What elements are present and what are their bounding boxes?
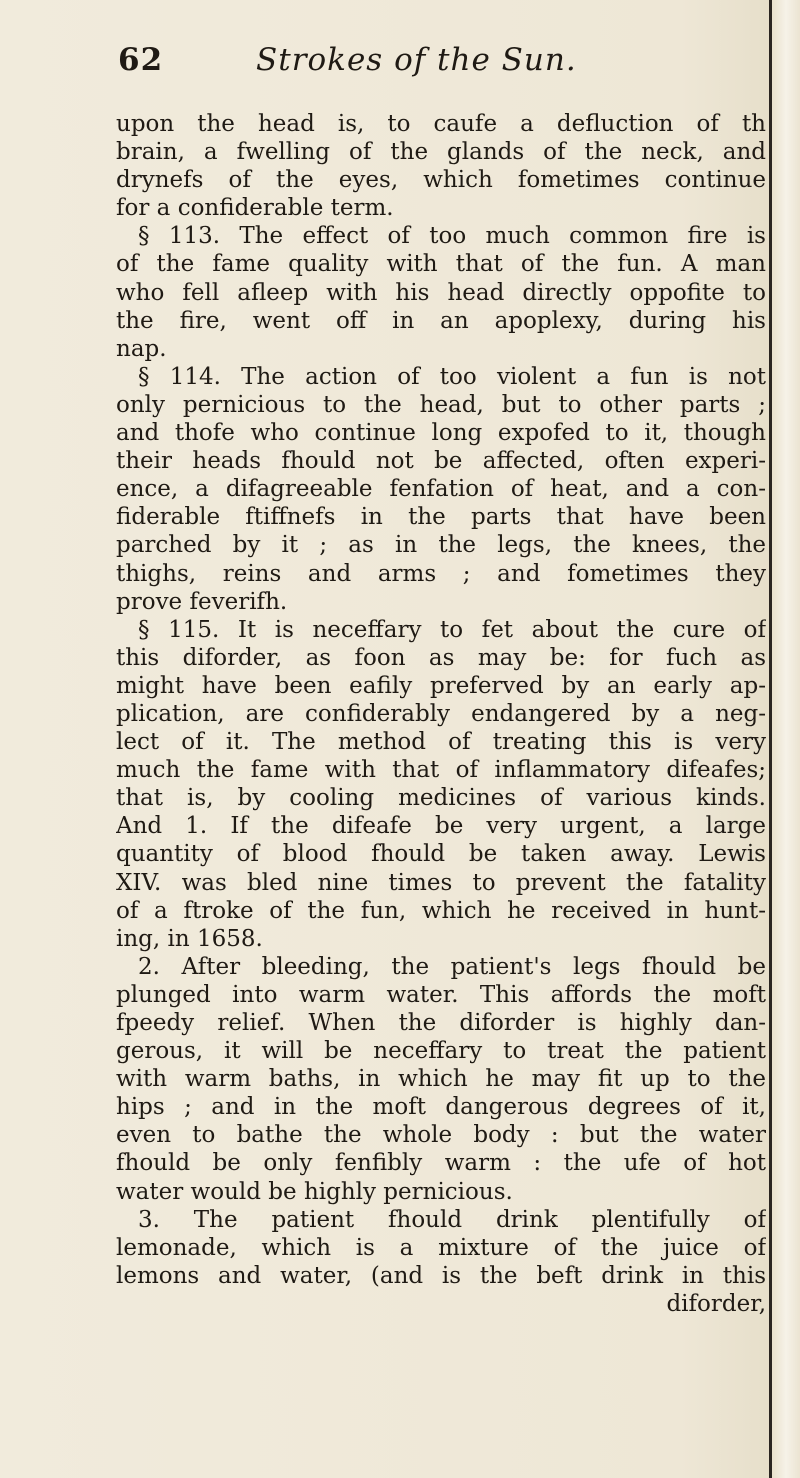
text-line: of a ftroke of the fun, which he received in hunt- [116, 897, 766, 924]
text-line: And 1. If the difeafe be very urgent, a large [116, 813, 766, 840]
text-line: 3. The patient fhould drink plentifully of [138, 1206, 766, 1233]
text-line: § 113. The effect of too much common fire is [138, 223, 766, 250]
text-line: lemons and water, (and is the beft drink in this [116, 1262, 766, 1289]
text-line: and thofe who continue long expofed to it, though [116, 420, 766, 447]
text-line: lect of it. The method of treating this is very [116, 729, 766, 756]
text-line: much the fame with that of inflammatory difeafes; [116, 757, 766, 784]
page-number: 62 [118, 42, 164, 78]
text-line: ing, in 1658. [116, 925, 263, 952]
text-line: even to bathe the whole body : but the water [116, 1122, 766, 1149]
text-line: water would be highly pernicious. [116, 1178, 513, 1205]
text-line: § 115. It is neceffary to fet about the cure of [138, 616, 766, 643]
text-line: plunged into warm water. This affords the moft [116, 981, 766, 1008]
text-line: lemonade, which is a mixture of the juice of [116, 1234, 766, 1261]
text-line: their heads fhould not be affected, often experi- [116, 448, 766, 475]
text-line: might have been eafily preferved by an early ap- [116, 672, 766, 699]
text-line: nap. [116, 335, 167, 362]
text-line: diforder, [666, 1290, 766, 1317]
running-head [118, 42, 758, 92]
text-line: parched by it ; as in the legs, the knees, the [116, 532, 766, 559]
text-line: prove feverifh. [116, 588, 288, 615]
text-line: quantity of blood fhould be taken away. Lewis [116, 841, 766, 868]
running-title: Strokes of the Sun. [256, 42, 577, 78]
text-line: who fell afleep with his head directly oppofite to [116, 279, 766, 306]
text-line: fpeedy relief. When the diforder is highly dan- [116, 1010, 766, 1036]
text-line: XIV. was bled nine times to prevent the fatality [116, 869, 766, 896]
facing-page-edge [769, 0, 800, 1478]
text-line: upon the head is, to caufe a defluction of th [116, 111, 766, 137]
text-line: that is, by cooling medicines of various kinds. [116, 785, 766, 812]
text-line: plication, are confiderably endangered by a neg- [116, 700, 766, 727]
text-line: for a confiderable term. [116, 195, 394, 222]
text-line: hips ; and in the moft dangerous degrees of it, [116, 1094, 766, 1121]
body-text [116, 110, 766, 1318]
text-line: 2. After bleeding, the patient's legs fhould be [138, 953, 766, 980]
text-line: thighs, reins and arms ; and fometimes they [116, 560, 766, 587]
text-line: fiderable ftiffnefs in the parts that have been [116, 504, 766, 531]
text-line: gerous, it will be neceffary to treat the patient [116, 1038, 766, 1065]
text-line: ence, a difagreeable fenfation of heat, and a con- [116, 476, 766, 503]
text-line: the fire, went off in an apoplexy, during his [116, 307, 766, 334]
text-line: drynefs of the eyes, which fometimes continue [116, 167, 766, 194]
text-line: this diforder, as foon as may be: for fuch as [116, 644, 766, 671]
text-line: fhould be only fenfibly warm : the ufe of hot [116, 1150, 766, 1177]
text-line: of the fame quality with that of the fun. A man [116, 251, 766, 278]
text-line: § 114. The action of too violent a fun is not [138, 363, 766, 390]
text-line: brain, a fwelling of the glands of the neck, and [116, 139, 766, 166]
text-line: with warm baths, in which he may fit up to the [116, 1066, 766, 1093]
text-line: only pernicious to the head, but to other parts ; [116, 391, 766, 418]
